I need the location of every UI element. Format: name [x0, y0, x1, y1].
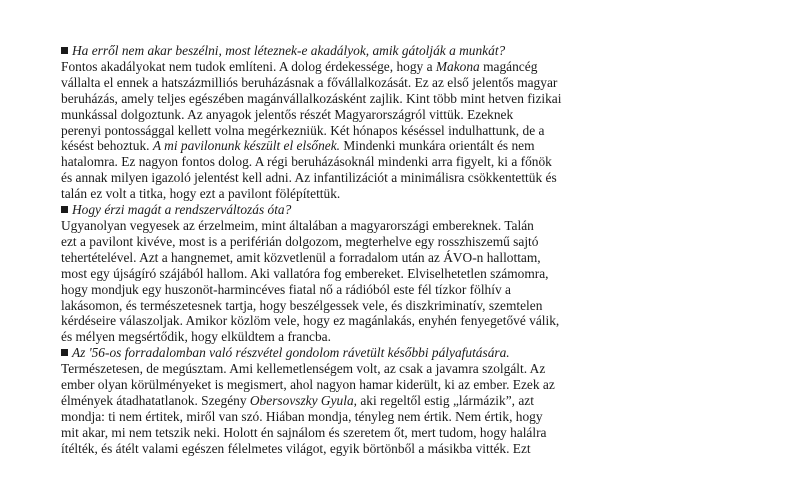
answer-line: és mélyen megsértődik, hogy elküldtem a francba. [61, 329, 331, 345]
interview-column [61, 43, 693, 457]
answer-line: és annak milyen igazoló jelentést kell adni. Az infantilizációt a minimálisra csökkentettük és [61, 170, 557, 186]
answer-line: perenyi pontossággal kellett volna megérkezniük. Két hónapos késéssel indulhattunk, de a [61, 122, 545, 138]
interview-answer [61, 59, 693, 202]
answer-line: kérdéseire válaszoljak. Amikor közlöm vele, hogy ez magánlakás, enyhén fenyegetővé válik, [61, 313, 560, 329]
answer-line: lakásomon, és természetesnek tartja, hogy beszélgessek vele, és diszkriminatív, szemtelen [61, 297, 543, 313]
answer-line: tehertételével. Azt a hangnemet, amit közvetlenül a forradalom után az ÁVO-n hallottam, [61, 249, 541, 265]
answer-line: Ugyanolyan vegyesek az érzelmeim, mint általában a magyarországi embereknek. Talán [61, 217, 534, 233]
question-text: Hogy érzi magát a rendszerváltozás óta? [72, 202, 292, 218]
answer-line: beruházás, amely teljes egészében magánvállalkozásként zajlik. Kint több mint hetven fizikai [61, 90, 562, 106]
question-bullet-icon [61, 47, 68, 54]
question-bullet-icon [61, 206, 68, 213]
answer-line: most egy újságíró szájából hallom. Aki vallatóra fog embereket. Elviselhetetlen számomra, [61, 265, 549, 281]
answer-line: ezt a pavilont kivéve, most is a periférián dolgozom, megterhelve egy rosszhiszemű sajtó [61, 233, 539, 249]
answer-line: ember olyan körülményeket is megismert, ahol nagyon hamar kiderült, ki az ember. Ezek az [61, 377, 555, 393]
answer-line: Fontos akadályokat nem tudok említeni. A dolog érdekessége, hogy a Makona magáncég [61, 58, 538, 74]
answer-line: Természetesen, de megúsztam. Ami kellemetlenségem volt, az csak a javamra szolgált. Az [61, 361, 546, 377]
question-bullet-icon [61, 349, 68, 356]
answer-line: vállalta el ennek a hatszázmilliós beruházásnak a fővállalkozását. Ez az első jelentős magyar [61, 74, 558, 90]
interview-question [61, 43, 693, 59]
interview-answer [61, 218, 693, 345]
interview-question [61, 202, 693, 218]
interview-question [61, 345, 693, 361]
answer-line: késést behoztuk. A mi pavilonunk készült el elsőnek. Mindenki munkára orientált és nem [61, 138, 535, 154]
answer-line: mondja: ti nem értitek, miről van szó. Hiában mondja, tényleg nem értik. Nem értik, hogy [61, 408, 543, 424]
question-text: Az '56-os forradalomban való részvétel gondolom rávetült későbbi pályafutására. [72, 345, 510, 361]
answer-line: munkással dolgoztunk. Az anyagok jelentős részét Magyarországról vittük. Ezeknek [61, 106, 514, 122]
answer-line: mit akar, mi nem tetszik neki. Holott én sajnálom és szeretem őt, mert tudom, hogy halálra [61, 424, 547, 440]
answer-line: hogy mondjuk egy huszonöt-harmincéves fiatal nő a rádióból este fél tízkor fölhív a [61, 281, 511, 297]
question-text: Ha erről nem akar beszélni, most léteznek-e akadályok, amik gátolják a munkát? [72, 43, 506, 58]
answer-line: élmények átadhatatlanok. Szegény Obersovszky Gyula, aki regeltől estig „lármázik”, azt [61, 392, 534, 408]
answer-line: ítélték, és átélt valami egészen félelmetes világot, egyik börtönből a másikba vitték. Ezt [61, 440, 531, 456]
answer-line: hatalomra. Ez nagyon fontos dolog. A régi beruházásoknál mindenki arra figyelt, ki a főnök [61, 154, 552, 170]
answer-line: talán ez volt a titka, hogy ezt a pavilont fölépítettük. [61, 186, 341, 202]
interview-answer [61, 361, 693, 456]
